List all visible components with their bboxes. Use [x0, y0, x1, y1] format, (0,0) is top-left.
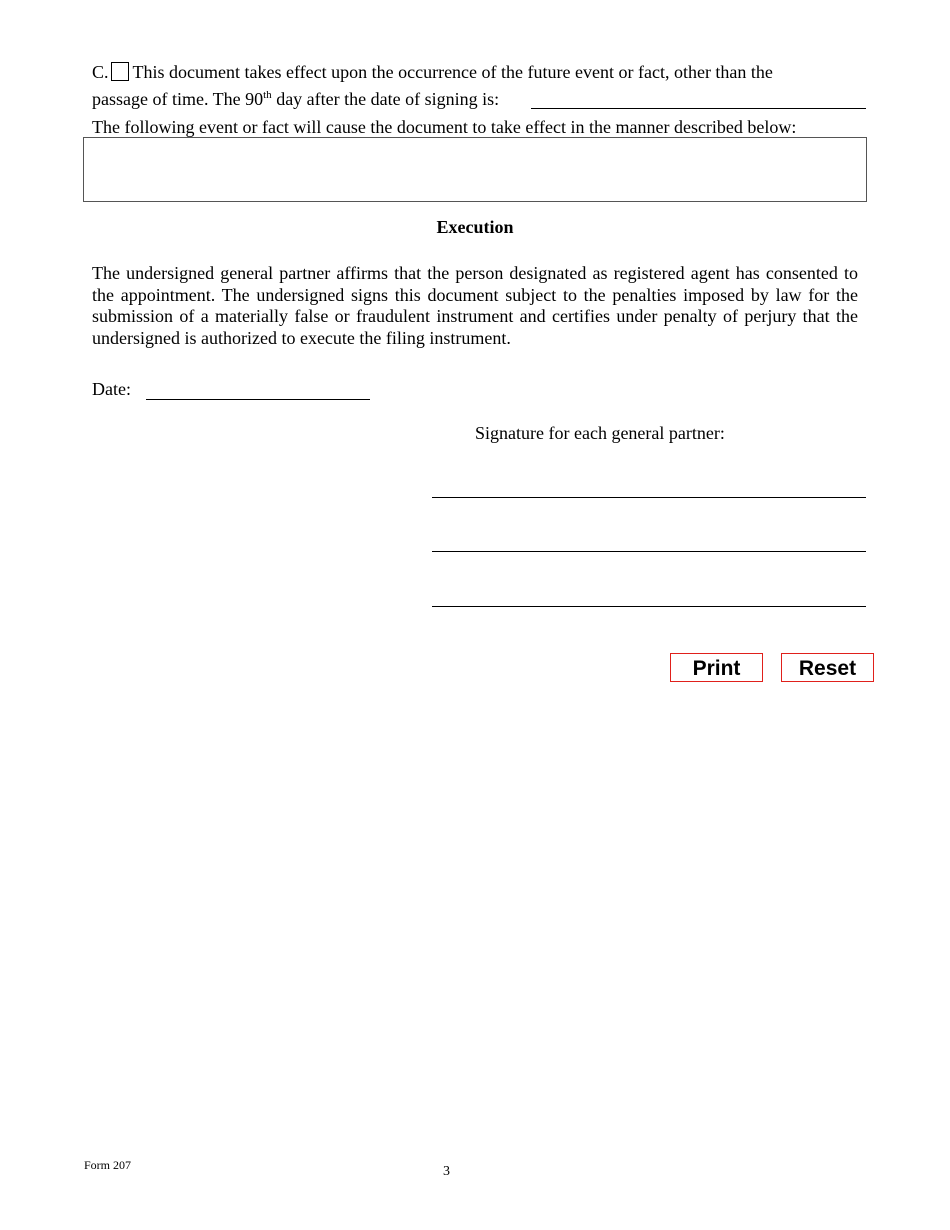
event-description-label: The following event or fact will cause the document to take effect in the manner described below:	[92, 117, 797, 137]
form-number: Form 207	[84, 1158, 132, 1172]
signature-field-2[interactable]	[432, 551, 866, 552]
reset-button[interactable]: Reset	[781, 653, 874, 682]
effective-event-checkbox[interactable]	[111, 62, 129, 81]
print-button[interactable]: Print	[670, 653, 763, 682]
execution-heading: Execution	[436, 217, 514, 237]
affirmation-paragraph: The undersigned general partner affirms that the person designated as registered agent has consented to the appointment. The undersigned signs this document subject to the penalties imposed by law for the submission of a materially false or fraudulent instrument and certifies under penalty of perjury that the undersigned is authorized to execute the filing instrument.	[92, 263, 858, 348]
date-field[interactable]	[146, 399, 370, 400]
section-c-label: C.	[92, 62, 109, 82]
section-c-text: This document takes effect upon the occurrence of the future event or fact, other than the	[132, 62, 773, 82]
page-number: 3	[443, 1164, 450, 1179]
section-c-line-1	[92, 61, 773, 83]
signature-field-1[interactable]	[432, 497, 866, 498]
ninetieth-day-date-field[interactable]	[531, 108, 866, 109]
signature-label: Signature for each general partner:	[475, 423, 725, 443]
event-description-field[interactable]	[83, 137, 867, 202]
section-c-line-2: passage of time. The 90th day after the date of signing is:	[92, 89, 500, 109]
signature-field-3[interactable]	[432, 606, 866, 607]
date-label: Date:	[92, 379, 131, 399]
